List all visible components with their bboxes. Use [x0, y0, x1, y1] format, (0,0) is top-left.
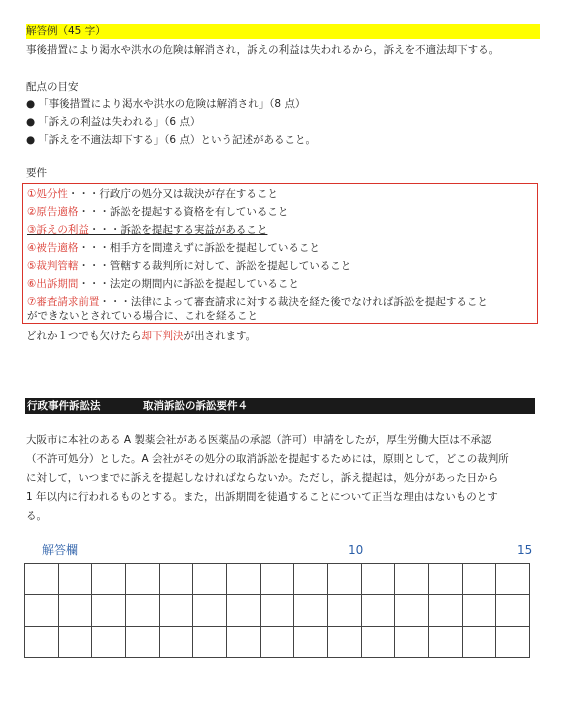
answer-grid-cell[interactable] [125, 564, 159, 595]
requirement-key: ④被告適格 [27, 242, 79, 254]
answer-grid-cell[interactable] [25, 595, 59, 626]
section-title-left: 行政事件訴訟法 [27, 400, 101, 412]
question-line: に対して，いつまでに訴えを提起しなければならないか。ただし，訴え提起は，処分があった日から [26, 472, 499, 484]
answer-grid-cell[interactable] [58, 595, 92, 626]
requirement-5 [27, 258, 351, 274]
requirement-3 [27, 222, 267, 238]
requirement-2 [27, 204, 288, 220]
answer-grid-cell[interactable] [92, 626, 126, 657]
answer-grid-cell[interactable] [361, 626, 395, 657]
answer-grid-cell[interactable] [92, 595, 126, 626]
section-title-bar [25, 398, 535, 414]
answer-grid-cell[interactable] [25, 564, 59, 595]
answer-box-label: 解答欄 [42, 543, 79, 557]
requirement-text: ・・・訴訟を提起する実益があること [88, 224, 268, 236]
answer-grid-cell[interactable] [193, 595, 227, 626]
answer-grid-cell[interactable] [58, 564, 92, 595]
answer-grid-cell[interactable] [361, 595, 395, 626]
answer-grid-cell[interactable] [496, 595, 530, 626]
answer-grid-cell[interactable] [58, 626, 92, 657]
requirement-text: ・・・訴訟を提起する資格を有していること [78, 206, 289, 218]
answer-grid-cell[interactable] [226, 564, 260, 595]
scoring-item-1: ● 「事後措置により渇水や洪水の危険は解消され」（8 点） [26, 96, 305, 112]
column-marker-15: 15 [517, 543, 533, 557]
footer-text-before: どれか１つでも欠けたら [26, 330, 142, 342]
requirements-footer [26, 328, 256, 344]
answer-grid-cell[interactable] [327, 626, 361, 657]
answer-grid-cell[interactable] [125, 626, 159, 657]
answer-grid-cell[interactable] [193, 626, 227, 657]
requirement-text: ・・・行政庁の処分又は裁決が存在すること [67, 188, 278, 200]
answer-grid-cell[interactable] [294, 626, 328, 657]
requirement-key: ③訴えの利益 [27, 224, 89, 236]
requirement-text: ができないとされている場合に、これを経ること [27, 310, 258, 322]
requirement-key: ①処分性 [27, 188, 68, 200]
requirement-7-continued [27, 308, 258, 324]
scoring-item-3: ● 「訴えを不適法却下する」（6 点）という記述があること。 [26, 132, 316, 148]
answer-grid-cell[interactable] [462, 595, 496, 626]
answer-grid-cell[interactable] [462, 564, 496, 595]
requirement-key: ⑦審査請求前置 [27, 296, 100, 308]
answer-grid-cell[interactable] [294, 595, 328, 626]
requirement-1 [27, 186, 278, 202]
answer-grid-cell[interactable] [294, 564, 328, 595]
scoring-heading: 配点の目安 [26, 81, 79, 93]
question-line: 1 年以内に行われるものとする。また，出訴期間を徒過することについて正当な理由はないものとす [26, 491, 498, 503]
requirement-text: ・・・法律によって審査請求に対する裁決を経た後でなければ訴訟を提起すること [99, 296, 488, 308]
footer-dismissal-term: 却下判決 [141, 330, 184, 342]
requirement-text: ・・・相手方を間違えずに訴訟を提起していること [78, 242, 320, 254]
section-title-right: 取消訴訟の訴訟要件４ [143, 400, 248, 412]
answer-grid-cell[interactable] [496, 564, 530, 595]
requirement-text: ・・・管轄する裁判所に対して、訴訟を提起していること [78, 260, 352, 272]
answer-grid-cell[interactable] [25, 626, 59, 657]
answer-grid-cell[interactable] [260, 564, 294, 595]
question-paragraph [26, 432, 540, 527]
answer-grid-row [25, 626, 530, 657]
answer-grid-cell[interactable] [159, 564, 193, 595]
answer-grid-cell[interactable] [428, 626, 462, 657]
answer-grid-row [25, 595, 530, 626]
answer-grid-row [25, 564, 530, 595]
answer-grid-cell[interactable] [395, 595, 429, 626]
requirements-heading: 要件 [26, 167, 47, 179]
requirement-key: ⑥出訴期間 [27, 278, 79, 290]
answer-grid-cell[interactable] [193, 564, 227, 595]
answer-grid-cell[interactable] [428, 595, 462, 626]
question-line: 大阪市に本社のある A 製薬会社がある医薬品の承認（許可）申請をしたが，厚生労働大臣は不承認 [26, 434, 492, 446]
answer-grid-cell[interactable] [92, 564, 126, 595]
scoring-item-2: ● 「訴えの利益は失われる」（6 点） [26, 114, 200, 130]
answer-grid-cell[interactable] [327, 595, 361, 626]
answer-grid-table[interactable] [24, 563, 530, 658]
answer-example-heading: 解答例（45 字） [26, 24, 540, 39]
requirement-6 [27, 276, 299, 292]
column-marker-10: 10 [348, 543, 364, 557]
answer-grid-cell[interactable] [361, 564, 395, 595]
answer-grid-cell[interactable] [428, 564, 462, 595]
answer-grid-cell[interactable] [125, 595, 159, 626]
answer-example-text: 事後措置により渇水や洪水の危険は解消され，訴えの利益は失われるから，訴えを不適法却下する。 [26, 44, 500, 56]
answer-grid-cell[interactable] [395, 564, 429, 595]
requirement-key: ⑤裁判管轄 [27, 260, 79, 272]
answer-grid-cell[interactable] [327, 564, 361, 595]
answer-grid-cell[interactable] [462, 626, 496, 657]
footer-text-after: が出されます。 [183, 330, 257, 342]
requirement-4 [27, 240, 320, 256]
answer-grid-cell[interactable] [260, 626, 294, 657]
answer-grid-cell[interactable] [226, 595, 260, 626]
question-line: （不許可処分）とした。A 会社がその処分の取消訴訟を提起するためには，原則として，どこの裁判所 [26, 453, 509, 465]
answer-grid[interactable] [24, 563, 530, 658]
question-line: る。 [26, 510, 47, 522]
answer-grid-cell[interactable] [496, 626, 530, 657]
answer-grid-cell[interactable] [159, 595, 193, 626]
requirements-box [22, 183, 538, 324]
requirement-text: ・・・法定の期間内に訴訟を提起していること [78, 278, 299, 290]
answer-grid-cell[interactable] [260, 595, 294, 626]
answer-grid-cell[interactable] [395, 626, 429, 657]
answer-grid-cell[interactable] [226, 626, 260, 657]
answer-grid-cell[interactable] [159, 626, 193, 657]
requirement-key: ②原告適格 [27, 206, 79, 218]
